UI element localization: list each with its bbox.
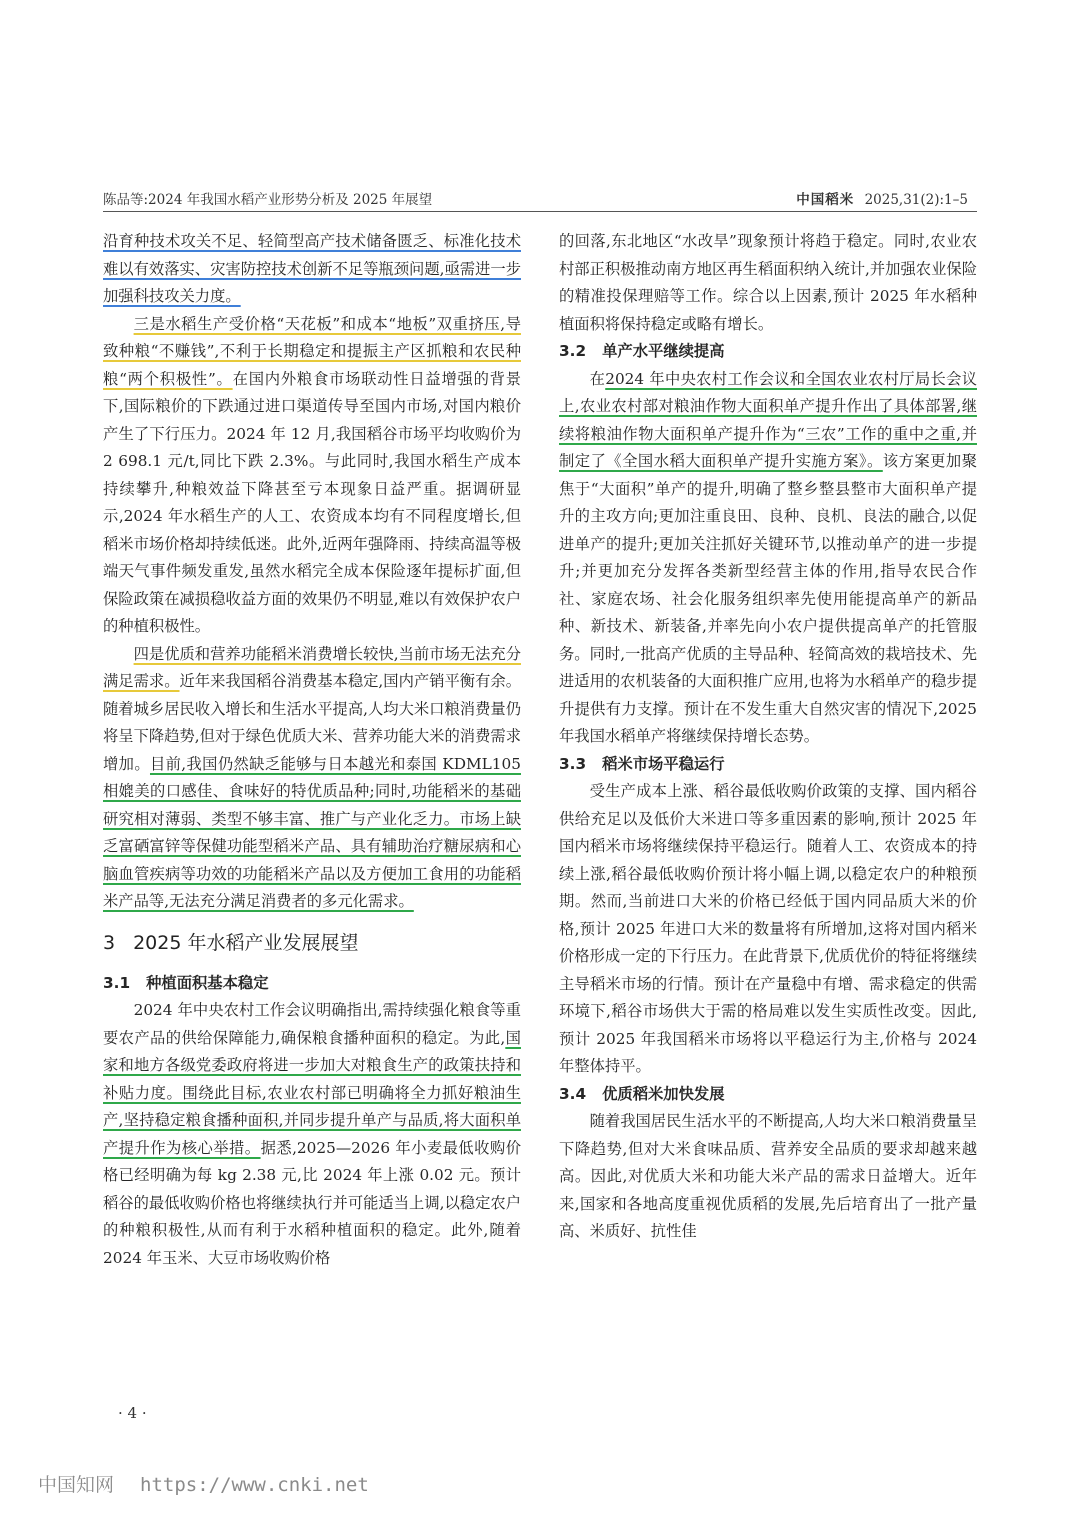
header-divider bbox=[103, 211, 977, 212]
highlight-green: 目前,我国仍然缺乏能够与日本越光和泰国 KDML105 相媲美的口感佳、食味好的特优质品种;同时,功能稻米的基础研究相对薄弱、类型不够丰富、推广与产业化乏力。市场上缺乏富硒富锌等保健功能型稻米产品、具有辅助治疗糖尿病和心脑血管疾病等功效的功能稻米产品以及方便加工食用的功能稻米产品等,无法充分满足消费者的多元化需求。 bbox=[103, 754, 521, 910]
section-heading bbox=[103, 926, 521, 960]
highlight-green: 国家和地方各级党委政府将进一步加大对粮食生产的政策扶持和补贴力度。围绕此目标,农业农村部已明确将全力抓好粮油生产,坚持稳定粮食播种面积,并同步提升单产与品质,将大面积单产提升作为核心举措。 bbox=[103, 1028, 521, 1157]
watermark-brand: 中国知网 bbox=[38, 1474, 115, 1496]
subsection-heading bbox=[559, 338, 977, 366]
paragraph-text: 该方案更加聚焦于“大面积”单产的提升,明确了整乡整县整市大面积单产提升的主攻方向;更加注重良田、良种、良机、良法的融合,以促进单产的提升;更加关注抓好关键环节,以推动单产的进一步提升;并更加充分发挥各类新型经营主体的作用,指导农民合作社、家庭农场、社会化服务组织率先使用能提高单产的新品种、新技术、新装备,并率先向小农户提供提高单产的托管服务。同时,一批高产优质的主导品种、轻简高效的栽培技术、先进适用的农机装备的大面积推广应用,也将为水稻单产的稳步提升提供有力支撑。预计在不发生重大自然灾害的情况下,2025 年我国水稻单产将继续保持增长态势。 bbox=[559, 452, 977, 745]
running-header-title: 陈品等:2024 年我国水稻产业形势分析及 2025 年展望 bbox=[103, 192, 433, 208]
right-column bbox=[559, 228, 977, 1246]
paragraph bbox=[559, 1108, 977, 1246]
subsection-title: 种植面积基本稳定 bbox=[146, 973, 269, 992]
section-number: 3 bbox=[103, 931, 116, 954]
citation-info: 2025,31(2):1–5 bbox=[864, 192, 968, 208]
subsection-number: 3.1 bbox=[103, 973, 131, 992]
subsection-number: 3.3 bbox=[559, 754, 587, 773]
paragraph bbox=[103, 228, 521, 311]
subsection-title: 稻米市场平稳运行 bbox=[602, 754, 725, 773]
left-column bbox=[103, 228, 521, 1272]
paragraph-text: 近年来我国稻谷消费基本稳定,国内产销平衡有余。随着城乡居民收入增长和生活水平提高,人均大米口粮消费量仍将呈下降趋势,但对于绿色优质大米、营养功能大米的消费需求增加。 bbox=[103, 672, 521, 773]
subsection-heading bbox=[559, 751, 977, 779]
paragraph bbox=[103, 641, 521, 916]
subsection-heading bbox=[559, 1081, 977, 1109]
paragraph-text: 2024 年中央农村工作会议明确指出,需持续强化粮食等重要农产品的供给保障能力,确保粮食播种面积的稳定。为此, bbox=[103, 1001, 521, 1047]
highlight-green: 2024 年中央农村工作会议和全国农业农村厅局长会议上,农业农村部对粮油作物大面积单产提升作出了具体部署,继续将粮油作物大面积单产提升作为“三农”工作的重中之重,并制定了《全国水稻大面积单产提升实施方案》。 bbox=[559, 369, 977, 470]
paragraph bbox=[559, 366, 977, 751]
paragraph-text: 在 bbox=[589, 369, 606, 388]
paragraph-text: 受生产成本上涨、稻谷最低收购价政策的支撑、国内稻谷供给充足以及低价大米进口等多重因素的影响,预计 2025 年国内稻米市场将继续保持平稳运行。随着人工、农资成本的持续上涨,稻谷最低收购价预计将小幅上调,以稳定农户的种粮预期。然而,当前进口大米的价格已经低于国内同品质大米的价格,预计 2025 年进口大米的数量将有所增加,这将对国内稻米价格形成一定的下行压力。在此背景下,优质优价的特征将继续主导稻米市场的行情。预计在产量稳中有增、需求稳定的供需环境下,稻谷市场供大于需的格局难以发生实质性改变。因此,预计 2025 年我国稻米市场将以平稳运行为主,价格与 2024 年整体持平。 bbox=[559, 782, 977, 1075]
subsection-heading bbox=[103, 970, 521, 998]
paragraph bbox=[103, 997, 521, 1272]
highlight-blue: 沿育种技术攻关不足、轻简型高产技术储备匮乏、标准化技术难以有效落实、灾害防控技术创新不足等瓶颈问题,亟需进一步加强科技攻关力度。 bbox=[103, 232, 521, 305]
subsection-number: 3.4 bbox=[559, 1084, 587, 1103]
paragraph bbox=[559, 778, 977, 1081]
page-number: · 4 · bbox=[118, 1404, 147, 1422]
paragraph-text: 据悉,2025—2026 年小麦最低收购价格已经明确为每 kg 2.38 元,比 2024 年上涨 0.02 元。预计稻谷的最低收购价格也将继续执行并可能适当上调,以稳定农户的种粮积极性,从而有利于水稻种植面积的稳定。此外,随着 2024 年玉米、大豆市场收购价格 bbox=[103, 1138, 521, 1267]
section-title: 2025 年水稻产业发展展望 bbox=[133, 931, 359, 954]
subsection-title: 优质稻米加快发展 bbox=[602, 1084, 725, 1103]
paragraph bbox=[103, 311, 521, 641]
highlight-yellow: 四是优质和营养功能稻米消费增长较快,当前市场无法充分满足需求。 bbox=[103, 644, 521, 690]
paragraph-text: 的回落,东北地区“水改旱”现象预计将趋于稳定。同时,农业农村部正积极推动南方地区再生稻面积纳入统计,并加强农业保险的精准投保理赔等工作。综合以上因素,预计 2025 年水稻种植面积将保持稳定或略有增长。 bbox=[559, 232, 977, 333]
journal-name: 中国稻米 bbox=[796, 192, 855, 208]
watermark bbox=[38, 1470, 369, 1497]
paragraph bbox=[559, 228, 977, 338]
paragraph-text: 随着我国居民生活水平的不断提高,人均大米口粮消费量呈下降趋势,但对大米食味品质、营养安全品质的要求却越来越高。因此,对优质大米和功能大米产品的需求日益增大。近年来,国家和各地高度重视优质稻的发展,先后培育出了一批产量高、米质好、抗性佳 bbox=[559, 1112, 977, 1240]
subsection-title: 单产水平继续提高 bbox=[602, 342, 725, 360]
subsection-number: 3.2 bbox=[559, 342, 587, 360]
watermark-url: https://www.cnki.net bbox=[140, 1474, 369, 1496]
running-header-citation bbox=[796, 188, 968, 208]
highlight-yellow: 三是水稻生产受价格“天花板”和成本“地板”双重挤压,导致种粮“不赚钱”,不利于长期稳定和提振主产区抓粮和农民种粮“两个积极性”。 bbox=[103, 314, 521, 388]
paragraph-text: 在国内外粮食市场联动性日益增强的背景下,国际粮价的下跌通过进口渠道传导至国内市场,对国内粮价产生了下行压力。2024 年 12 月,我国稻谷市场平均收购价为 2 698.1 元/t,同比下跌 2.3%。与此同时,我国水稻生产成本持续攀升,种粮效益下降甚至亏本现象日益严重。据调研显示,2024 年水稻生产的人工、农资成本均有不同程度增长,但稻米市场价格却持续低迷。此外,近两年强降雨、持续高温等极端天气事件频发重发,虽然水稻完全成本保险逐年提标扩面,但保险政策在减损稳收益方面的效果仍不明显,难以有效保护农户的种植积极性。 bbox=[103, 369, 521, 635]
